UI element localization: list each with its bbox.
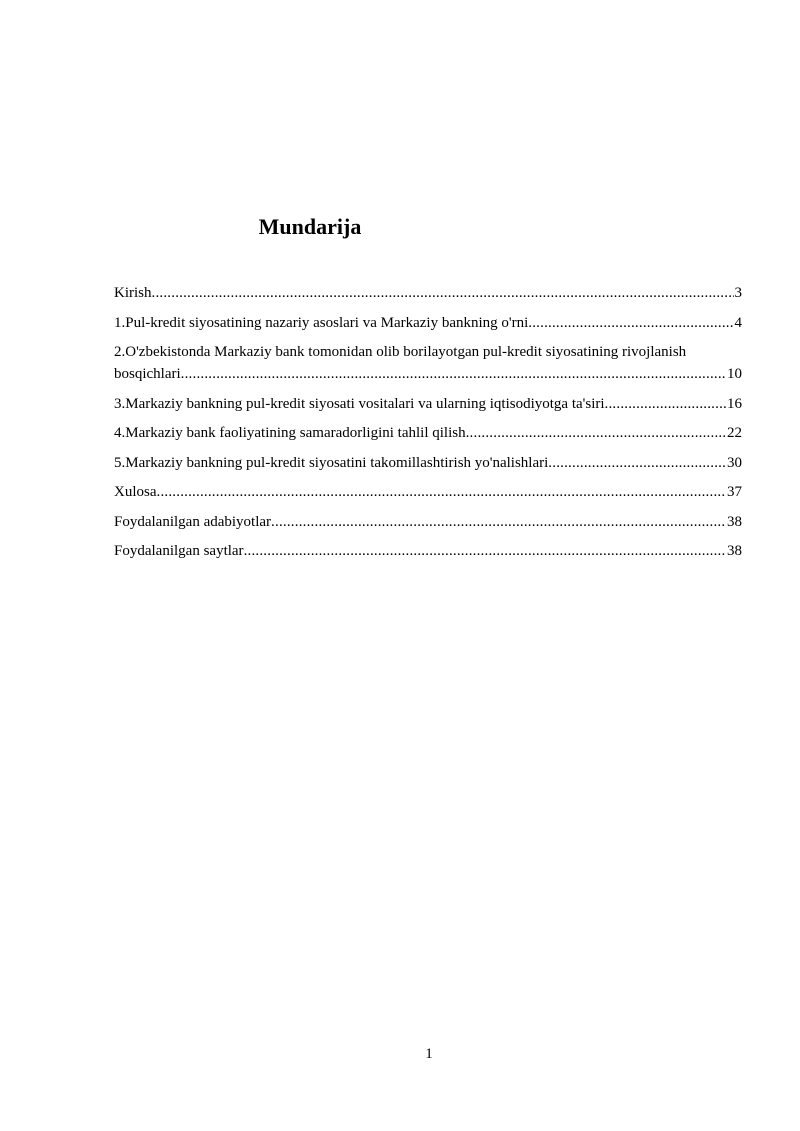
toc-entry-label: 5.Markaziy bankning pul-kredit siyosatini takomillashtirish yo'nalishlari — [114, 454, 549, 471]
toc-entry-label: bosqichlari — [114, 366, 181, 382]
toc-page-number: 16 — [727, 395, 742, 412]
toc-page-number: 3 — [734, 285, 742, 301]
dot-leader — [152, 282, 734, 304]
toc-entry-chapter-3[interactable] — [114, 393, 742, 415]
toc-entry-label-line1: 2.O'zbekistonda Markaziy bank tomonidan olib borilayotgan pul-kredit siyosatining rivojlanish — [114, 344, 687, 360]
dot-leader — [181, 363, 726, 385]
toc-entry-chapter-1[interactable] — [114, 312, 742, 334]
toc-entry-label: 4.Markaziy bank faoliyatining samaradorligini tahlil qilish — [114, 425, 466, 441]
toc-entry-saytlar[interactable] — [114, 540, 742, 562]
toc-entry-kirish[interactable] — [114, 282, 742, 304]
toc-page-number: 37 — [727, 484, 742, 500]
dot-leader — [244, 540, 726, 562]
toc-page-number: 38 — [727, 513, 742, 530]
toc-page-number: 10 — [727, 366, 742, 382]
toc-entry-chapter-4[interactable] — [114, 422, 742, 444]
toc-page-number: 4 — [734, 314, 742, 331]
toc-entry-label: Foydalanilgan saytlar — [114, 543, 244, 559]
table-of-contents — [114, 282, 742, 570]
toc-entry-label: Xulosa — [114, 484, 157, 500]
toc-entry-label: 3.Markaziy bankning pul-kredit siyosati vositalari va ularning iqtisodiyotga ta'siri — [114, 395, 605, 412]
toc-entry-chapter-5[interactable] — [114, 452, 742, 474]
toc-entry-label: Kirish — [114, 285, 152, 301]
dot-leader — [271, 511, 726, 533]
dot-leader — [605, 393, 726, 415]
toc-entry-xulosa[interactable] — [114, 481, 742, 503]
toc-entry-adabiyotlar[interactable] — [114, 511, 742, 533]
toc-page-number: 22 — [727, 425, 742, 441]
toc-entry-label: Foydalanilgan adabiyotlar — [114, 513, 272, 530]
toc-page-number: 38 — [727, 543, 742, 559]
dot-leader — [528, 312, 733, 334]
dot-leader — [548, 452, 726, 474]
dot-leader — [466, 422, 726, 444]
toc-entry-label: 1.Pul-kredit siyosatining nazariy asoslari va Markaziy bankning o'rni — [114, 314, 529, 331]
dot-leader — [157, 481, 727, 503]
page-title: Mundarija — [258, 214, 362, 239]
toc-page-number: 30 — [727, 454, 742, 471]
page-number: 1 — [425, 1046, 433, 1062]
toc-entry-chapter-2[interactable] — [114, 341, 742, 385]
